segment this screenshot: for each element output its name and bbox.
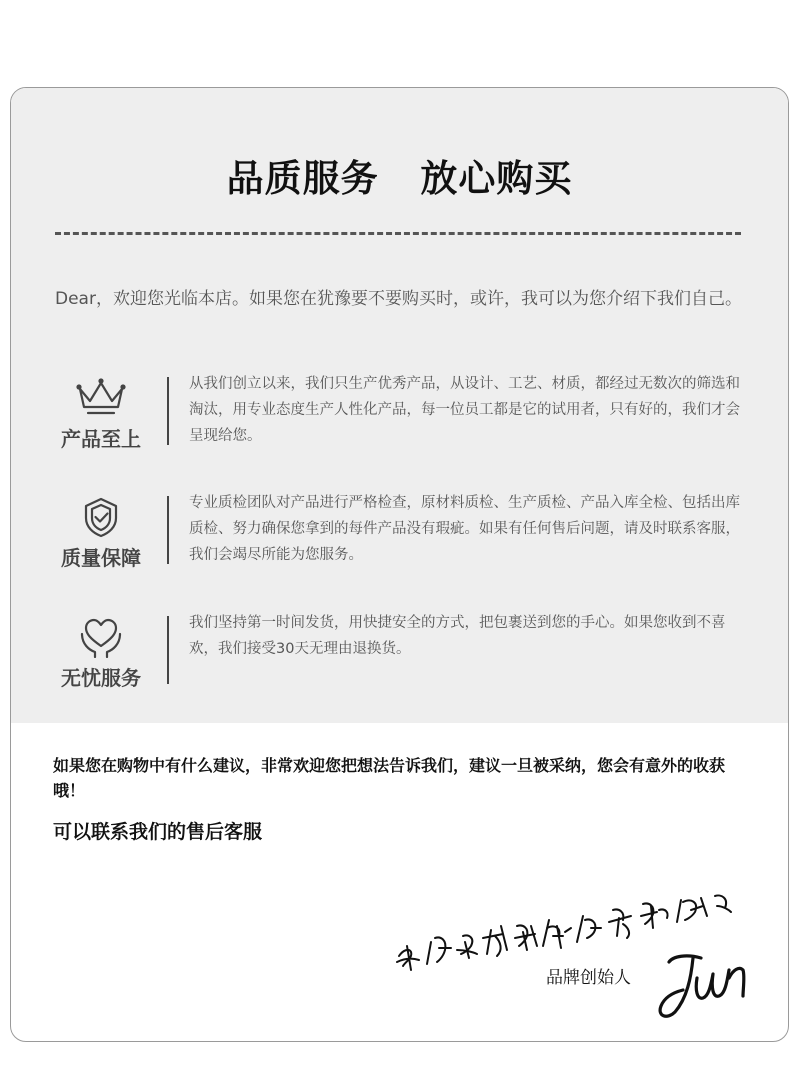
- feature-title: 产品至上: [61, 427, 141, 451]
- feature-quality-assurance: [55, 496, 755, 586]
- feature-product-first: [55, 377, 755, 467]
- service-panel: [11, 88, 788, 723]
- feature-icon-col: [55, 377, 147, 452]
- vertical-divider: [167, 616, 169, 684]
- contact-text: 可以联系我们的售后客服: [53, 821, 263, 843]
- vertical-divider: [167, 496, 169, 564]
- founder-signature: [391, 866, 751, 1036]
- intro-text: Dear，欢迎您光临本店。如果您在犹豫要不要购买时，或许，我可以为您介绍下我们自己。: [55, 289, 742, 309]
- feature-icon-col: [55, 496, 147, 571]
- crown-icon: [74, 377, 128, 419]
- suggestion-text: 如果您在购物中有什么建议，非常欢迎您把想法告诉我们，建议一旦被采纳，您会有意外的收获哦！: [53, 756, 726, 800]
- founder-label: 品牌创始人: [546, 968, 631, 988]
- feature-description: 从我们创立以来，我们只生产优秀产品，从设计、工艺、材质，都经过无数次的筛选和淘汰，用专业态度生产人性化产品，每一位员工都是它的试用者，只有好的，我们才会呈现给您。: [189, 376, 740, 444]
- feature-description: 专业质检团队对产品进行严格检查，原材料质检、生产质检、产品入库全检、包括出库质检、努力确保您拿到的每件产品没有瑕疵。如果有任何售后问题，请及时联系客服，我们会竭尽所能为您服务。: [189, 495, 740, 563]
- shield-check-icon: [81, 496, 121, 538]
- feature-worry-free: [55, 616, 755, 706]
- vertical-divider: [167, 377, 169, 445]
- page-title: 品质服务 放心购买: [226, 157, 573, 200]
- feature-icon-col: [55, 616, 147, 691]
- dashed-divider: [55, 232, 741, 235]
- heart-hands-icon: [79, 616, 123, 658]
- service-card: [10, 87, 789, 1042]
- feature-title: 无忧服务: [61, 666, 141, 690]
- feature-title: 质量保障: [61, 546, 141, 570]
- feature-description: 我们坚持第一时间发货，用快捷安全的方式，把包裹送到您的手心。如果您收到不喜欢，我们接受30天无理由退换货。: [189, 615, 726, 657]
- handwriting-signature: [391, 866, 751, 1036]
